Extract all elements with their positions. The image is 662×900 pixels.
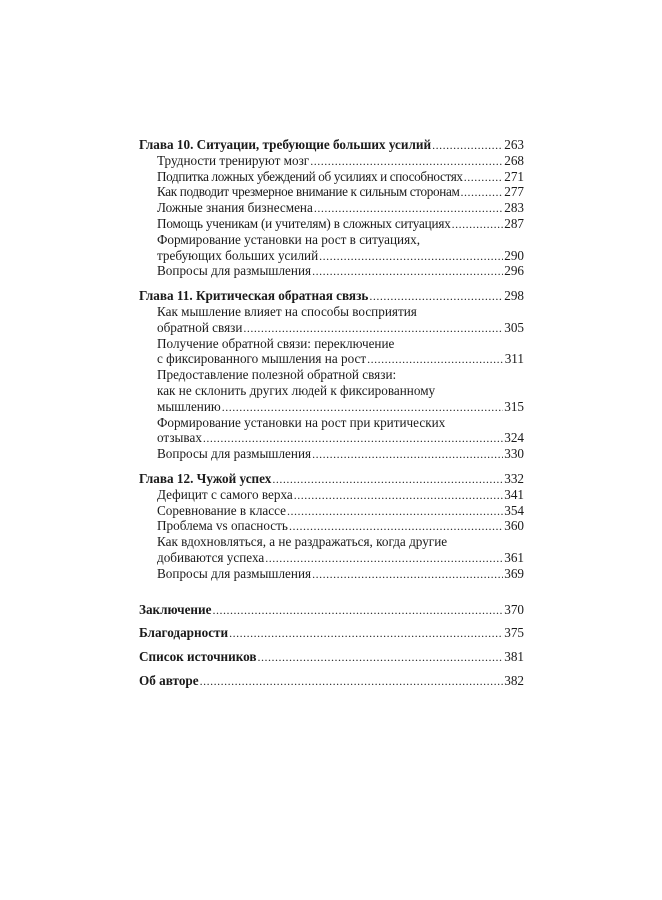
dot-leader (212, 603, 503, 619)
entry-title: Как вдохновляться, а не раздражаться, когда другие (157, 534, 448, 550)
toc-entry[interactable] (139, 399, 524, 415)
table-of-contents (139, 137, 524, 689)
dot-leader (319, 249, 503, 265)
toc-about-author[interactable] (139, 673, 524, 689)
page-number: 324 (504, 430, 524, 446)
toc-entry[interactable] (139, 184, 524, 200)
entry-title: Ложные знания бизнесмена (157, 200, 313, 216)
entry-title: Вопросы для размышления (157, 565, 312, 581)
toc-entry[interactable] (139, 263, 524, 279)
dot-leader (272, 472, 503, 488)
dot-leader (265, 551, 503, 567)
entry-title: мышлению (157, 398, 221, 414)
page-number: 277 (504, 184, 524, 200)
page-number: 296 (504, 263, 524, 279)
dot-leader (287, 504, 503, 520)
page-number: 305 (504, 319, 524, 335)
page-number: 263 (504, 137, 524, 152)
page-number: 268 (504, 152, 524, 168)
chapter-title: Глава 10. Ситуации, требующие больших усилий (139, 137, 432, 152)
toc-entry-line[interactable] (139, 415, 524, 431)
toc-chapter-10[interactable] (139, 137, 524, 153)
spacer (139, 582, 524, 602)
toc-conclusion[interactable] (139, 602, 524, 618)
page-number: 369 (504, 565, 524, 581)
dot-leader (312, 264, 503, 280)
page-number: 283 (504, 200, 524, 216)
entry-title: Получение обратной связи: переключение (157, 335, 395, 351)
dot-leader (200, 674, 504, 690)
page-number: 290 (504, 247, 524, 263)
toc-entry-line[interactable] (139, 304, 524, 320)
entry-title: Вопросы для размышления (157, 263, 312, 279)
toc-acknowledgements[interactable] (139, 625, 524, 641)
chapter-title: Глава 11. Критическая обратная связь (139, 288, 369, 304)
dot-leader (314, 201, 503, 217)
toc-entry-line[interactable] (139, 367, 524, 383)
dot-leader (312, 567, 503, 583)
dot-leader (452, 217, 504, 233)
entry-title: отзывах (157, 430, 202, 446)
dot-leader (312, 447, 503, 463)
entry-title: требующих больших усилий (157, 247, 319, 263)
toc-entry[interactable] (139, 169, 524, 185)
dot-leader (222, 400, 503, 416)
page-number: 332 (504, 470, 524, 486)
page-number: 382 (504, 672, 524, 688)
toc-entry[interactable] (139, 550, 524, 566)
page-number: 341 (504, 486, 524, 502)
dot-leader (203, 431, 503, 447)
spacer (139, 279, 524, 288)
page-number: 271 (504, 168, 524, 184)
entry-title: Как подводит чрезмерное внимание к сильным сторонам (157, 184, 460, 200)
dot-leader (289, 519, 503, 535)
dot-leader (258, 650, 504, 666)
entry-title: Формирование установки на рост в ситуациях, (157, 231, 421, 247)
entry-title: Предоставление полезной обратной связи: (157, 367, 397, 383)
page-number: 315 (504, 398, 524, 414)
section-title: Благодарности (139, 625, 229, 641)
page-number: 298 (504, 288, 524, 304)
section-title: Заключение (139, 601, 212, 617)
entry-title: Дефицит с самого верха (157, 486, 293, 502)
chapter-title: Глава 12. Чужой успех (139, 470, 272, 486)
toc-entry[interactable] (139, 518, 524, 534)
toc-entry-line[interactable] (139, 336, 524, 352)
page-number: 370 (504, 601, 524, 617)
toc-entry[interactable] (139, 566, 524, 582)
toc-entry-line[interactable] (139, 383, 524, 399)
dot-leader (460, 185, 503, 201)
toc-entry[interactable] (139, 200, 524, 216)
page-number: 311 (504, 351, 524, 367)
dot-leader (367, 352, 504, 368)
spacer (139, 641, 524, 649)
entry-title: Как мышление влияет на способы восприятия (157, 303, 417, 319)
entry-title: с фиксированного мышления на рост (157, 351, 367, 367)
spacer (139, 665, 524, 673)
dot-leader (243, 321, 503, 337)
page-number: 287 (504, 215, 524, 231)
entry-title: Подпитка ложных убеждений об усилиях и способностях (157, 168, 463, 184)
entry-title: как не склонить других людей к фиксированному (157, 382, 436, 398)
dot-leader (432, 138, 503, 154)
page-number: 354 (504, 502, 524, 518)
toc-chapter-12[interactable] (139, 471, 524, 487)
dot-leader (464, 170, 504, 186)
dot-leader (294, 488, 503, 504)
entry-title: Соревнование в классе (157, 502, 286, 518)
page-number: 375 (504, 625, 524, 641)
entry-title: Помощь ученикам (и учителям) в сложных ситуациях (157, 215, 451, 231)
toc-entry[interactable] (139, 446, 524, 462)
page-number: 361 (504, 549, 524, 565)
entry-title: Проблема vs опасность (157, 518, 288, 534)
page-number: 330 (504, 446, 524, 462)
toc-entry-line[interactable] (139, 534, 524, 550)
dot-leader (369, 289, 503, 305)
toc-chapter-11[interactable] (139, 288, 524, 304)
toc-entry-line[interactable] (139, 232, 524, 248)
toc-entry[interactable] (139, 351, 524, 367)
toc-entry[interactable] (139, 320, 524, 336)
entry-title: добиваются успеха (157, 549, 265, 565)
page-number: 360 (504, 518, 524, 534)
toc-entry[interactable] (139, 153, 524, 169)
toc-entry[interactable] (139, 216, 524, 232)
dot-leader (229, 626, 503, 642)
toc-entry[interactable] (139, 487, 524, 503)
entry-title: Вопросы для размышления (157, 446, 312, 462)
dot-leader (310, 154, 503, 170)
spacer (139, 462, 524, 471)
spacer (139, 617, 524, 625)
toc-entry[interactable] (139, 248, 524, 264)
toc-entry[interactable] (139, 430, 524, 446)
section-title: Список источников (139, 649, 257, 665)
section-title: Об авторе (139, 672, 199, 688)
toc-entry[interactable] (139, 503, 524, 519)
entry-title: обратной связи (157, 319, 243, 335)
entry-title: Трудности тренируют мозг (157, 152, 310, 168)
page-number: 381 (504, 649, 524, 665)
toc-sources[interactable] (139, 649, 524, 665)
entry-title: Формирование установки на рост при критических (157, 414, 446, 430)
